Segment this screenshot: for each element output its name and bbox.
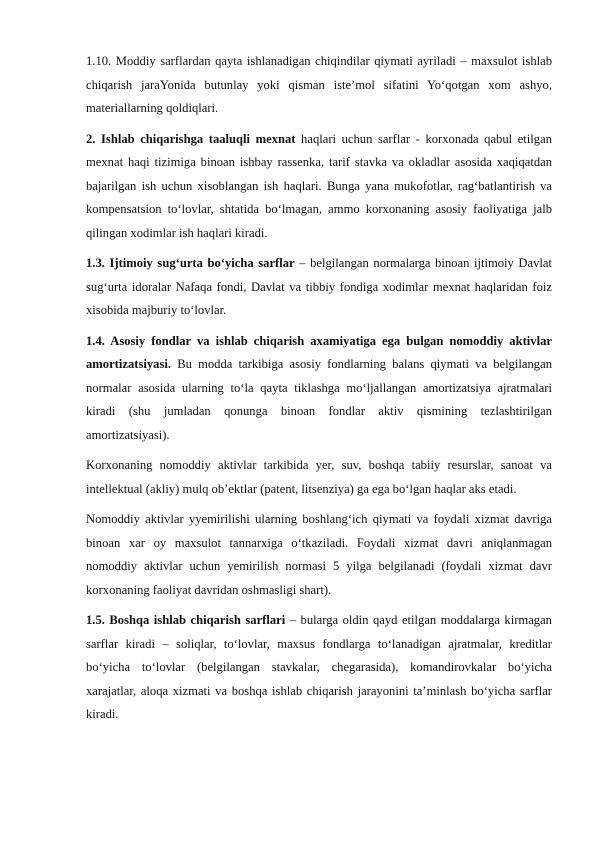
paragraph-text: 1.10. Moddiy sarflardan qayta ishlanadigan chiqindilar qiymati ayriladi – maxsulot ishlab chiqarish jaraYonida butunlay yoki qisman iste’mol sifatini Yo‘qotgan xom ashyo, materiallarning qoldiqlari.	[86, 54, 552, 115]
paragraph-text: Bu modda tarkibiga asosiy fondlarning balans qiymati va belgilangan normalar asosida ularning to‘la qayta tiklashga mo‘ljallangan amortizatsiya ajratmalari kiradi (shu jumladan qonunga binoan fondlar aktiv qismining tezlashtirilgan amortizatsiyasi).	[86, 357, 552, 442]
paragraph-2-labor-costs	[86, 128, 552, 246]
paragraph-text: – bularga oldin qayd etilgan moddalarga kirmagan sarflar kiradi – soliqlar, to‘lovlar, maxsus fondlarga to‘lanadigan ajratmalar, kreditlar bo‘yicha to‘lovlar (belgilangan stavkalar, chegarasida), komandirovkalar bo‘yicha xarajatlar, aloqa xizmati va boshqa ishlab chiqarish jarayonini ta’minlash bo‘yicha sarflar kiradi.	[86, 613, 552, 721]
paragraph-intangible-assets	[86, 454, 552, 501]
paragraph-text: – belgilangan normalarga binoan ijtimoiy Davlat sug‘urta idoralar Nafaqa fondi, Davlat va tibbiy fondiga xodimlar mexnat haqlaridan foiz xisobida majburiy to‘lovlar.	[86, 256, 552, 317]
paragraph-1-5-other-costs	[86, 609, 552, 727]
paragraph-1-10-waste-value	[86, 50, 552, 121]
paragraph-text: haqlari uchun sarflar - korxonada qabul etilgan mexnat haqi tizimiga binoan ishbay rassenka, tarif stavka va okladlar asosida xaqiqatdan bajarilgan ish uchun xisoblangan ish haqlari. Bunga yana mukofotlar, rag‘batlantirish va kompensatsion to‘lovlar, shtatida bo‘lmagan, ammo korxonaning asosiy faoliyatiga jalb qilingan xodimlar ish haqlari kiradi.	[86, 131, 552, 240]
paragraph-1-4-amortization	[86, 330, 552, 448]
paragraph-heading: 1.4. Asosiy fondlar va ishlab chiqarish axamiyatiga ega bulgan nomoddiy aktivlar amortizatsiyasi.	[86, 333, 552, 371]
paragraph-1-3-social-insurance	[86, 252, 552, 323]
paragraph-text: Nomoddiy aktivlar yyemirilishi ularning boshlang‘ich qiymati va foydali xizmat davriga binoan xar oy maxsulot tannarxiga o‘tkaziladi. Foydali xizmat davri aniqlanmagan nomoddiy aktivlar uchun yemirilish normasi 5 yilga belgilanadi (foydali xizmat davr korxonaning faoliyat davridan oshmasligi shart).	[86, 512, 552, 597]
paragraph-heading: 1.5. Boshqa ishlab chiqarish sarflari	[86, 613, 286, 627]
paragraph-heading: 1.3. Ijtimoiy sug‘urta bo‘yicha sarflar	[86, 256, 295, 270]
paragraph-text: Korxonaning nomoddiy aktivlar tarkibida yer, suv, boshqa tabiiy resurslar, sanoat va intellektual (akliy) mulq ob’ektlar (patent, litsenziya) ga ega bo‘lgan haqlar aks etadi.	[86, 458, 552, 496]
paragraph-heading: 2. Ishlab chiqarishga taaluqli mexnat	[86, 131, 296, 146]
paragraph-depreciation-rate	[86, 508, 552, 602]
document-page	[86, 50, 552, 734]
